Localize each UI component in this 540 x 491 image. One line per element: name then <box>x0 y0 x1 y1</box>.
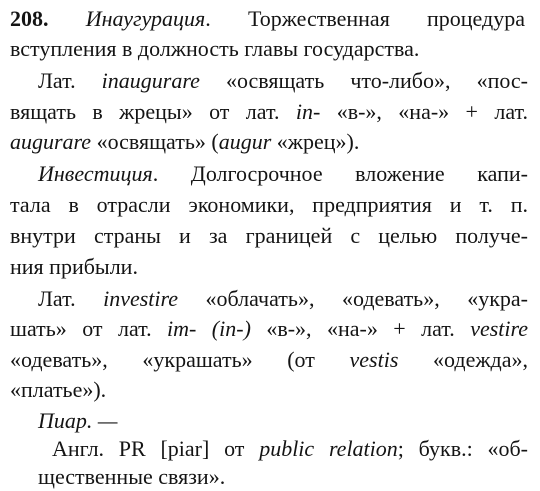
term-inauguration: Инаугурация <box>85 6 206 31</box>
text-run: щественные связи». <box>38 464 226 489</box>
entry-line <box>10 191 528 219</box>
text-run: «одевать», «украшать» (от <box>10 347 350 372</box>
latin-word: investire <box>103 286 179 311</box>
entry-line <box>10 98 528 126</box>
entry-number: 208. <box>10 6 49 31</box>
text-run: «в-», «на-» + лат. <box>320 99 528 124</box>
entry-line <box>10 5 525 33</box>
term-pr: Пиар. — <box>38 408 118 433</box>
text-run: . Долгосрочное вложение капи- <box>152 161 528 186</box>
latin-word: vestis <box>349 347 399 372</box>
text-run: ния прибыли. <box>10 254 138 279</box>
term-investment: Инвестиция <box>38 161 153 186</box>
text-run: Лат. <box>38 286 104 311</box>
text-run: «одежда», <box>398 347 529 372</box>
english-phrase: public relation <box>259 436 398 461</box>
text-run: «платье»). <box>10 377 107 402</box>
entry-line <box>38 407 117 435</box>
entry-line <box>38 463 225 491</box>
latin-prefix: im- (in-) <box>167 316 251 341</box>
entry-line <box>10 376 106 404</box>
entry-line <box>10 222 528 250</box>
text-run: вящать в жрецы» от лат. <box>10 99 296 124</box>
entry-line <box>52 435 528 463</box>
entry-line <box>10 346 528 374</box>
latin-prefix: in- <box>295 99 321 124</box>
text-run: «облачать», «одевать», «укра- <box>178 286 529 311</box>
text-run: . Торжественная процедура <box>205 6 525 31</box>
text-run: «в-», «на-» + лат. <box>250 316 471 341</box>
text-run: Англ. PR [piar] от <box>52 436 260 461</box>
text-run: «освящать» ( <box>91 129 219 154</box>
entry-line <box>38 285 528 313</box>
text-run: «освящать что-либо», «пос- <box>199 68 529 93</box>
entry-line <box>10 128 359 156</box>
text-run: тала в отрасли экономики, предприятия и т. п. <box>10 192 528 217</box>
latin-word: augur <box>218 129 272 154</box>
text-run: Лат. <box>38 68 102 93</box>
entry-line <box>38 67 528 95</box>
entry-line <box>10 253 138 281</box>
text-run: ; букв.: «об- <box>397 436 528 461</box>
text-run: «жрец»). <box>271 129 360 154</box>
entry-line <box>10 315 528 343</box>
latin-word: vestire <box>470 316 529 341</box>
entry-line <box>10 35 419 63</box>
latin-word: inaugurare <box>101 68 200 93</box>
latin-word: augurare <box>10 129 92 154</box>
text-run: внутри страны и за границей с целью получе- <box>10 223 528 248</box>
entry-line <box>38 160 528 188</box>
text-run: вступления в должность главы государства. <box>10 36 420 61</box>
text-run: шать» от лат. <box>10 316 168 341</box>
